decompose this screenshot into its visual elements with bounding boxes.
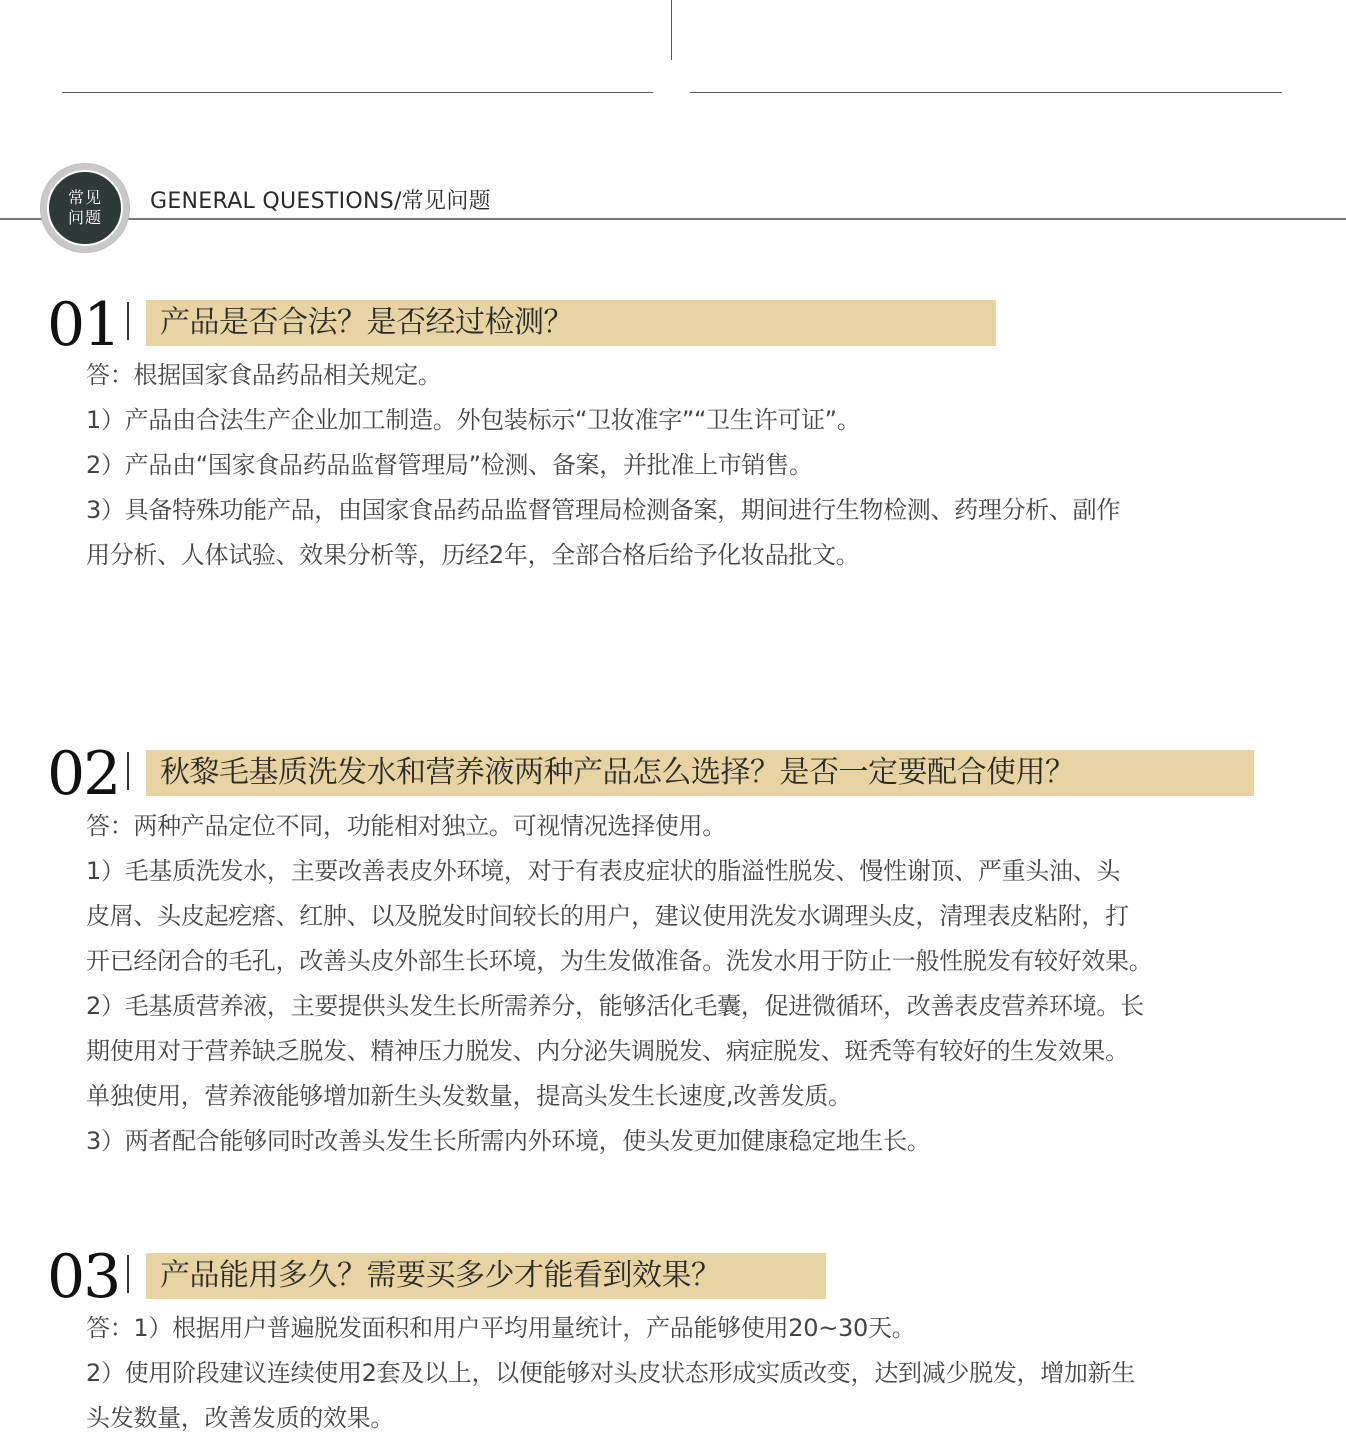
answer-line: 皮屑、头皮起疙瘩、红肿、以及脱发时间较长的用户，建议使用洗发水调理头皮，清理表皮粘附，打 xyxy=(86,902,1129,930)
answer-block xyxy=(86,1306,1276,1441)
answer-line: 答：两种产品定位不同，功能相对独立。可视情况选择使用。 xyxy=(86,812,726,840)
answer-line: 单独使用，营养液能够增加新生头发数量，提高头发生长速度,改善发质。 xyxy=(86,1082,852,1110)
answer-line: 期使用对于营养缺乏脱发、精神压力脱发、内分泌失调脱发、病症脱发、斑秃等有较好的生发效果。 xyxy=(86,1037,1129,1065)
question-separator xyxy=(127,302,129,340)
faq-badge xyxy=(40,163,130,253)
question-number: 01 xyxy=(47,290,120,360)
answer-line: 头发数量，改善发质的效果。 xyxy=(86,1404,395,1432)
top-left-rule xyxy=(62,92,653,93)
question-separator xyxy=(127,1255,129,1293)
answer-line: 用分析、人体试验、效果分析等，历经2年，全部合格后给予化妆品批文。 xyxy=(86,541,860,569)
answer-line: 2）产品由“国家食品药品监督管理局”检测、备案，并批准上市销售。 xyxy=(86,451,813,479)
top-vertical-divider xyxy=(671,0,672,60)
answer-line: 1）毛基质洗发水，主要改善表皮外环境，对于有表皮症状的脂溢性脱发、慢性谢顶、严重头油、头 xyxy=(86,857,1121,885)
question-separator xyxy=(127,752,129,790)
section-header-rule xyxy=(0,218,1346,220)
answer-line: 2）毛基质营养液，主要提供头发生长所需养分，能够活化毛囊，促进微循环，改善表皮营养环境。长 xyxy=(86,992,1144,1020)
answer-line: 3）具备特殊功能产品，由国家食品药品监督管理局检测备案，期间进行生物检测、药理分析、副作 xyxy=(86,496,1121,524)
question-title: 秋黎毛基质洗发水和营养液两种产品怎么选择？是否一定要配合使用？ xyxy=(146,750,1254,796)
answer-line: 3）两者配合能够同时改善头发生长所需内外环境，使头发更加健康稳定地生长。 xyxy=(86,1127,931,1155)
answer-line: 开已经闭合的毛孔，改善头皮外部生长环境，为生发做准备。洗发水用于防止一般性脱发有较好效果。 xyxy=(86,947,1153,975)
answer-line: 1）产品由合法生产企业加工制造。外包装标示“卫妆准字”“卫生许可证”。 xyxy=(86,406,861,434)
question-title: 产品能用多久？需要买多少才能看到效果？ xyxy=(146,1253,826,1299)
answer-line: 答：1）根据用户普遍脱发面积和用户平均用量统计，产品能够使用20~30天。 xyxy=(86,1314,916,1342)
question-number: 02 xyxy=(47,739,120,809)
answer-line: 2）使用阶段建议连续使用2套及以上，以便能够对头皮状态形成实质改变，达到减少脱发，增加新生 xyxy=(86,1359,1136,1387)
faq-badge-line1: 常见 xyxy=(67,188,102,207)
section-title: GENERAL QUESTIONS/常见问题 xyxy=(150,189,491,214)
question-number: 03 xyxy=(47,1242,120,1312)
question-title: 产品是否合法？是否经过检测？ xyxy=(146,300,996,346)
answer-line: 答：根据国家食品药品相关规定。 xyxy=(86,361,442,389)
faq-badge-line2: 问题 xyxy=(67,208,102,227)
faq-badge-inner xyxy=(47,170,123,246)
answer-block xyxy=(86,353,1276,578)
top-right-rule xyxy=(690,92,1282,93)
answer-block xyxy=(86,804,1276,1164)
